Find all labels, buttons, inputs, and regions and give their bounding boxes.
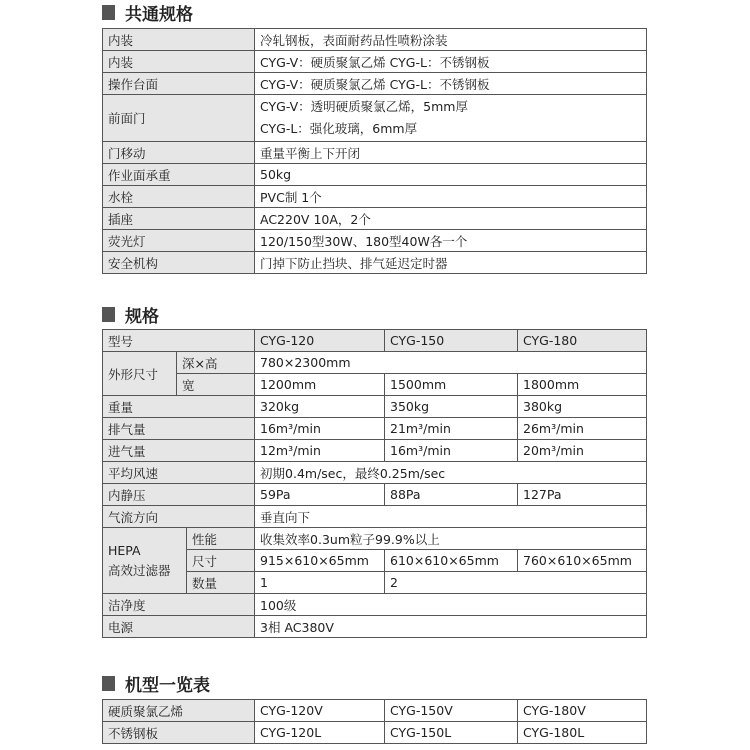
hepa-size-label: 尺寸 <box>187 550 255 572</box>
table-row <box>103 186 647 208</box>
row-label: 内装 <box>103 29 255 51</box>
hepa-size-value: 760×610×65mm <box>518 550 647 572</box>
intake-value: 20m³/min <box>518 440 647 462</box>
hepa-perf-label: 性能 <box>187 528 255 550</box>
table-row <box>103 506 647 528</box>
model-code: CYG-120V <box>255 700 385 722</box>
weight-value: 380kg <box>518 396 647 418</box>
model-code: CYG-150L <box>385 722 518 744</box>
weight-value: 320kg <box>255 396 385 418</box>
cleanliness-value: 100级 <box>255 594 647 616</box>
power-value: 3相 AC380V <box>255 616 647 638</box>
row-value: 120/150型30W、180型40W各一个 <box>255 230 647 252</box>
hepa-label-line: 高效过滤器 <box>108 562 171 578</box>
models-heading <box>102 671 210 695</box>
table-row <box>103 51 647 73</box>
depth-height-label: 深×高 <box>177 352 255 374</box>
common-spec-table <box>102 28 647 274</box>
row-label: 插座 <box>103 208 255 230</box>
table-row <box>103 142 647 164</box>
spec-heading <box>102 302 159 326</box>
airspeed-label: 平均风速 <box>103 462 255 484</box>
width-value: 1800mm <box>518 374 647 396</box>
heading-square-icon <box>102 676 115 691</box>
row-label: 门移动 <box>103 142 255 164</box>
exhaust-label: 排气量 <box>103 418 255 440</box>
table-row <box>103 700 647 722</box>
power-label: 电源 <box>103 616 255 638</box>
row-value: AC220V 10A，2个 <box>255 208 647 230</box>
heading-square-icon <box>102 307 115 322</box>
airflow-value: 垂直向下 <box>255 506 647 528</box>
cleanliness-label: 洁净度 <box>103 594 255 616</box>
table-row <box>103 352 647 374</box>
material-label: 硬质聚氯乙烯 <box>103 700 255 722</box>
width-value: 1200mm <box>255 374 385 396</box>
row-value: 冷轧钢板，表面耐药品性喷粉涂装 <box>255 29 647 51</box>
table-row <box>103 484 647 506</box>
model-name: CYG-180 <box>518 330 647 352</box>
weight-label: 重量 <box>103 396 255 418</box>
table-row <box>103 208 647 230</box>
hepa-perf-value: 收集效率0.3um粒子99.9%以上 <box>255 528 647 550</box>
width-label: 宽 <box>177 374 255 396</box>
exhaust-value: 16m³/min <box>255 418 385 440</box>
row-label: 作业面承重 <box>103 164 255 186</box>
model-name: CYG-120 <box>255 330 385 352</box>
model-code: CYG-150V <box>385 700 518 722</box>
table-row <box>103 528 647 550</box>
static-pressure-value: 88Pa <box>385 484 518 506</box>
table-row <box>103 252 647 274</box>
table-row <box>103 230 647 252</box>
common-spec-title: 共通规格 <box>125 4 193 25</box>
model-code: CYG-180V <box>518 700 647 722</box>
exhaust-value: 21m³/min <box>385 418 518 440</box>
row-value: CYG-V：硬质聚氯乙烯 CYG-L：不锈钢板 <box>255 51 647 73</box>
common-spec-heading <box>102 0 193 24</box>
table-row <box>103 722 647 744</box>
table-row <box>103 418 647 440</box>
hepa-label <box>103 528 187 594</box>
spec-table <box>102 329 647 638</box>
hepa-size-value: 610×610×65mm <box>385 550 518 572</box>
model-code: CYG-120L <box>255 722 385 744</box>
table-row <box>103 374 647 396</box>
models-table <box>102 699 647 744</box>
static-pressure-value: 59Pa <box>255 484 385 506</box>
intake-label: 进气量 <box>103 440 255 462</box>
hepa-size-value: 915×610×65mm <box>255 550 385 572</box>
static-pressure-value: 127Pa <box>518 484 647 506</box>
table-row <box>103 330 647 352</box>
row-label: 内装 <box>103 51 255 73</box>
row-value: 门掉下防止挡块、排气延迟定时器 <box>255 252 647 274</box>
table-row <box>103 396 647 418</box>
table-row <box>103 164 647 186</box>
row-label: 安全机构 <box>103 252 255 274</box>
row-value-line: CYG-V：透明硬质聚氯乙烯，5mm厚 <box>260 99 468 114</box>
row-label: 荧光灯 <box>103 230 255 252</box>
width-value: 1500mm <box>385 374 518 396</box>
airflow-label: 气流方向 <box>103 506 255 528</box>
model-name: CYG-150 <box>385 330 518 352</box>
models-title: 机型一览表 <box>125 675 210 696</box>
row-value: 50kg <box>255 164 647 186</box>
static-pressure-label: 内静压 <box>103 484 255 506</box>
airspeed-value: 初期0.4m/sec，最终0.25m/sec <box>255 462 647 484</box>
heading-square-icon <box>102 5 115 20</box>
row-value-multiline <box>255 95 647 142</box>
row-value-line: CYG-L：强化玻璃，6mm厚 <box>260 121 418 136</box>
intake-value: 16m³/min <box>385 440 518 462</box>
weight-value: 350kg <box>385 396 518 418</box>
model-code: CYG-180L <box>518 722 647 744</box>
material-label: 不锈钢板 <box>103 722 255 744</box>
table-row <box>103 462 647 484</box>
table-row <box>103 616 647 638</box>
exhaust-value: 26m³/min <box>518 418 647 440</box>
intake-value: 12m³/min <box>255 440 385 462</box>
hepa-label-line: HEPA <box>108 542 141 558</box>
row-label: 操作台面 <box>103 73 255 95</box>
table-row <box>103 594 647 616</box>
table-row <box>103 95 647 142</box>
hepa-qty-value: 1 <box>255 572 385 594</box>
table-row <box>103 73 647 95</box>
dims-label: 外形尺寸 <box>103 352 177 396</box>
hepa-qty-label: 数量 <box>187 572 255 594</box>
row-label: 水栓 <box>103 186 255 208</box>
row-value: 重量平衡上下开闭 <box>255 142 647 164</box>
row-label: 前面门 <box>103 95 255 142</box>
hepa-qty-value: 2 <box>385 572 647 594</box>
row-value: CYG-V：硬质聚氯乙烯 CYG-L：不锈钢板 <box>255 73 647 95</box>
model-label: 型号 <box>103 330 255 352</box>
spec-title: 规格 <box>125 306 159 327</box>
depth-height-value: 780×2300mm <box>255 352 647 374</box>
table-row <box>103 29 647 51</box>
table-row <box>103 440 647 462</box>
row-value: PVC制 1个 <box>255 186 647 208</box>
